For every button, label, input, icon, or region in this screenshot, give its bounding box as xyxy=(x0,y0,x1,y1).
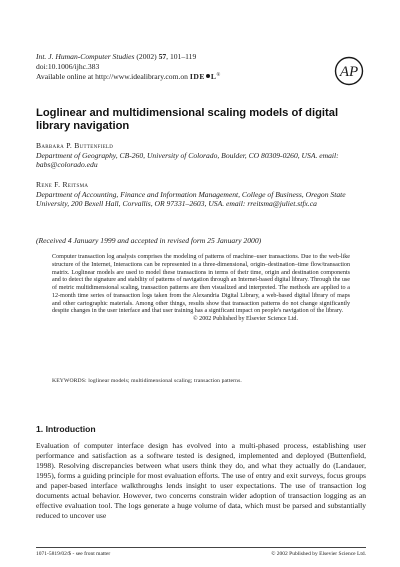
online-line xyxy=(36,71,296,82)
footer-copyright: © 2002 Published by Elsevier Science Ltd. xyxy=(271,551,366,557)
keywords: KEYWORDS: loglinear models; multidimensional scaling; transaction patterns. xyxy=(52,378,242,384)
author-name: Barbara P. Buttenfield xyxy=(36,141,114,150)
journal-year: (2002) xyxy=(136,52,157,61)
publisher-logo-icon xyxy=(334,56,364,86)
ideal-logo: IDE L® xyxy=(189,72,221,82)
section-title: Introduction xyxy=(45,424,96,434)
author-affiliation: Department of Accounting, Finance and Information Management, College of Business, Oregon State University, 200 Bexell Hall, Corvallis, OR 97331–2603, USA. email: rreitsma@juliet.stfx.ca xyxy=(36,189,346,209)
abstract-copyright: © 2002 Published by Elsevier Science Ltd. xyxy=(193,316,298,322)
journal-pages: , 101–119 xyxy=(166,52,197,61)
svg-text:AP: AP xyxy=(339,64,359,80)
online-url[interactable]: Available online at http://www.idealibrary.com.on xyxy=(36,72,188,82)
citation-line xyxy=(36,52,296,62)
author-name: Rene F. Reitsma xyxy=(36,180,89,189)
section-number: 1. xyxy=(36,424,44,434)
body-paragraph: Evaluation of computer interface design has evolved into a multi-phased process, establishing user performance and satisfaction as a software tested is designed, implemented and deployed (Buttenfield, 1998). Resolving discrepancies between what users think they do, and what they actually do (Landauer, 1995), forms a guiding principle for most evaluation efforts. The use of entry and exit surveys, focus groups and paper-based interface walkthroughs lends insight to user expectations. The use of transaction log documents actual behavior. However, two concerns constrain wider adoption of transaction logging as an effective evaluation tool. The logs generate a huge volume of data, which must be parsed and substantially reduced to uncover use xyxy=(36,441,366,520)
author-block-1 xyxy=(36,141,366,170)
abstract-text: Computer transaction log analysis comprises the modeling of patterns of machine–user transactions. Due to the web-like structure of the Internet, Interactions can be represented in a three-dimensional, origin–destination–time flow/transaction matrix. Loglinear models are used to model these transactions in terms of their time, origin and destination components and to detect the signature and stability of patterns of navigation through an Internet-based digital library. Through the use of metric multidimensional scaling, transaction patterns are then visualized and interpreted. The methods are applied to a 12-month time series of transaction logs taken from the Alexandria Digital Library, a web-based digital library of maps and other cartographic materials. Among other things, results show that transaction patterns do not change significantly despite changes in the user interface and that user training has a significant impact on people's navigation of the library. xyxy=(52,254,350,315)
journal-volume: 57 xyxy=(158,52,167,61)
received-date: (Received 4 January 1999 and accepted in revised form 25 January 2000) xyxy=(36,236,262,245)
doi-line: doi:10.1006/ijhc.383 xyxy=(36,61,100,71)
author-affiliation: Department of Geography, CB-260, University of Colorado, Boulder, CO 80309-0260, USA. email: babs@colorado.edu xyxy=(36,150,339,170)
footer-issn: 1071-5819/02/$ - see front matter xyxy=(36,551,111,557)
abstract xyxy=(52,254,350,324)
section-heading xyxy=(36,424,96,434)
journal-name: Int. J. Human-Computer Studies xyxy=(36,52,135,61)
journal-header xyxy=(36,52,296,82)
author-block-2 xyxy=(36,180,366,209)
footer-divider xyxy=(36,547,366,548)
paper-title: Loglinear and multidimensional scaling models of digital library navigation xyxy=(36,107,339,133)
